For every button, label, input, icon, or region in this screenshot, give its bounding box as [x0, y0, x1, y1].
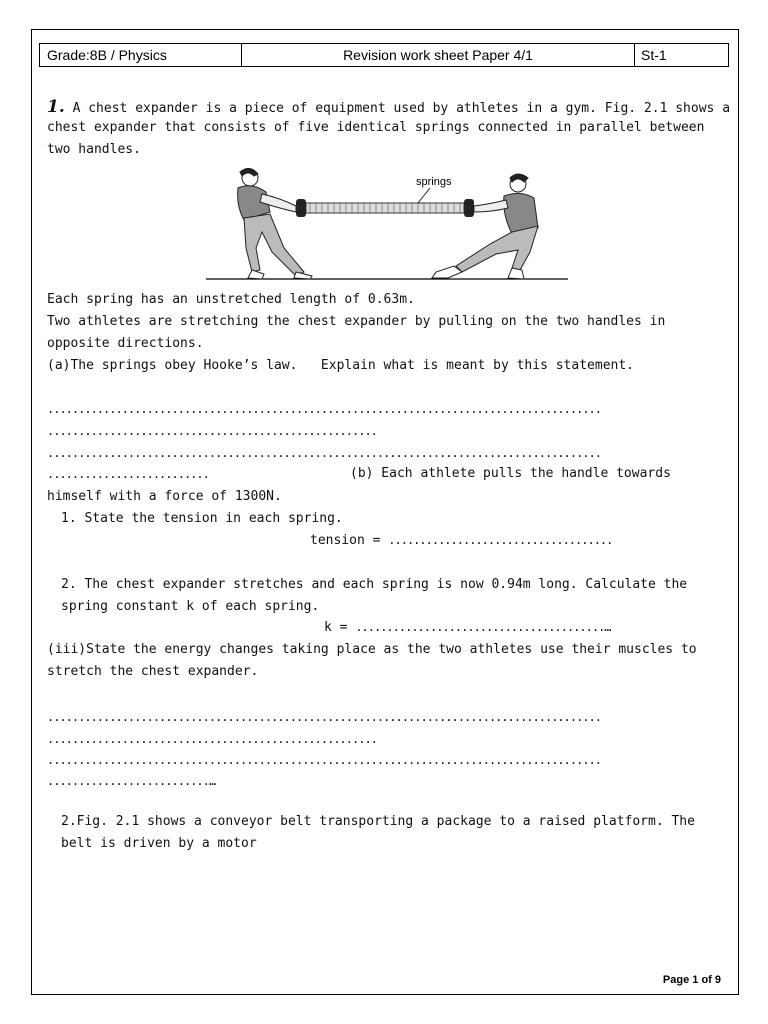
header-title: Revision work sheet Paper 4/1	[242, 44, 635, 66]
k-answer-line[interactable]: ........................................…	[355, 620, 611, 634]
q1-intro-line-2: chest expander that consists of five identical springs connected in parallel between	[47, 120, 705, 135]
springs-bar	[306, 203, 464, 213]
page-number: Page 1 of 9	[662, 974, 721, 986]
answer-line[interactable]: .........................................................................................	[47, 753, 601, 767]
tension-label: tension =	[310, 533, 389, 548]
tension-answer-row	[310, 533, 612, 548]
left-athlete	[238, 168, 312, 279]
sub-question-2-line-2: spring constant k of each spring.	[61, 599, 320, 614]
answer-line[interactable]: .........................................................................................	[47, 446, 601, 460]
answer-line[interactable]: .........................................................................................	[47, 402, 601, 416]
question-number: 1.	[47, 97, 65, 117]
worksheet-header	[39, 43, 729, 67]
part-b-line-2: himself with a force of 1300N.	[47, 489, 282, 504]
header-grade: Grade:8B / Physics	[40, 44, 242, 66]
sub-question-3-line-1: (iii)State the energy changes taking place as the two athletes use their muscles to	[47, 642, 697, 657]
header-code: St-1	[641, 47, 667, 63]
right-athlete	[432, 174, 538, 279]
tension-answer-line[interactable]: ....................................	[388, 533, 613, 547]
k-label: k =	[324, 620, 356, 635]
answer-line[interactable]: ..........................…	[47, 774, 216, 788]
q1-intro-line-1: 1. A chest expander is a piece of equipment used by athletes in a gym. Fig. 2.1 shows a	[47, 97, 731, 117]
answer-line[interactable]: .....................................................	[47, 424, 377, 438]
q2-line-1: 2.Fig. 2.1 shows a conveyor belt transporting a package to a raised platform. The	[61, 814, 695, 829]
answer-line[interactable]: .........................................................................................	[47, 710, 601, 724]
part-b-line-1: (b) Each athlete pulls the handle towards	[350, 466, 671, 481]
sub-question-3-line-2: stretch the chest expander.	[47, 664, 259, 679]
part-a-question: (a)The springs obey Hooke’s law. Explain what is meant by this statement.	[47, 358, 634, 373]
springs-label: springs	[416, 176, 452, 188]
k-answer-row	[324, 620, 611, 635]
answer-line[interactable]: .....................................................	[47, 732, 377, 746]
q1-intro-line-3: two handles.	[47, 142, 141, 157]
chest-expander-figure	[200, 168, 574, 282]
athletes-text-line-1: Two athletes are stretching the chest expander by pulling on the two handles in	[47, 314, 666, 329]
athletes-text-line-2: opposite directions.	[47, 336, 204, 351]
answer-line[interactable]: ..........................	[47, 467, 209, 481]
q2-line-2: belt is driven by a motor	[61, 836, 257, 851]
spring-length-text: Each spring has an unstretched length of 0.63m.	[47, 292, 415, 307]
sub-question-2-line-1: 2. The chest expander stretches and each spring is now 0.94m long. Calculate the	[61, 577, 688, 592]
left-handle	[296, 199, 306, 217]
sub-question-1: 1. State the tension in each spring.	[61, 511, 343, 526]
right-handle	[464, 199, 474, 217]
